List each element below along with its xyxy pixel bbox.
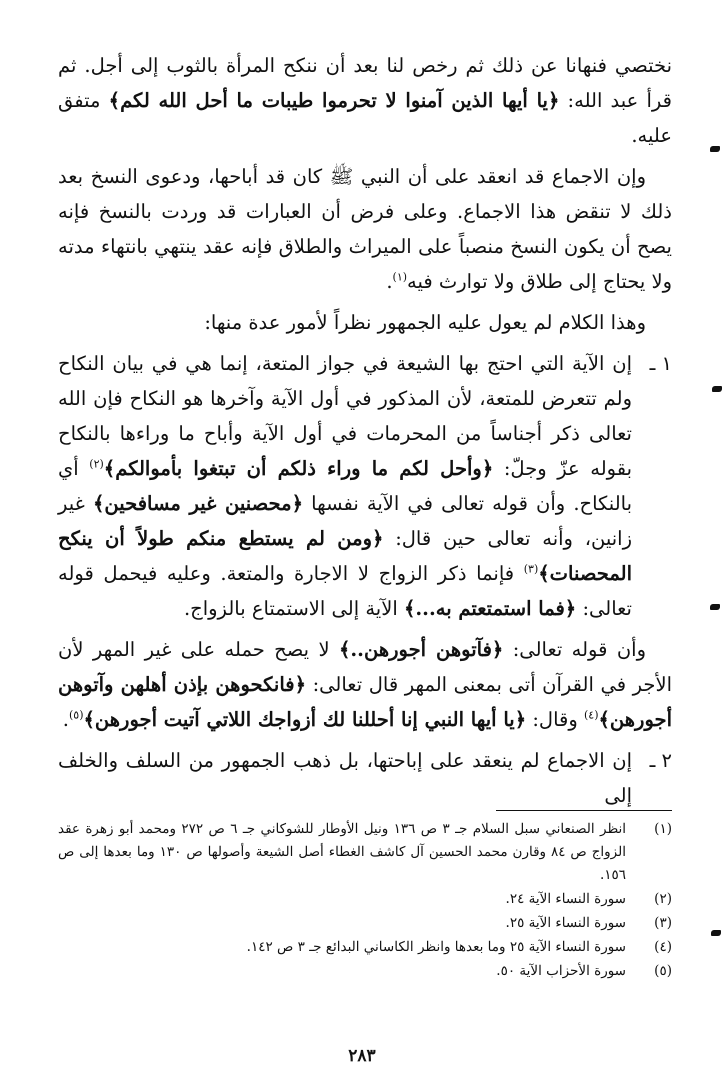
footnote-ref[interactable]: (٥) [68, 708, 84, 722]
paragraph-1 [58, 48, 672, 153]
footnote-1 [58, 818, 672, 887]
text: إن الاجماع لم ينعقد على إباحتها، بل ذهب الجمهور من السلف والخلف إلى [58, 749, 632, 807]
text: . [62, 708, 69, 731]
footnote-3 [58, 912, 672, 935]
text: إن الآية التي احتج بها الشيعة في جواز المتعة، إنما هي في بيان النكاح ولم تتعرض للمتعة، لأن المذكور في أول الآية وآخرها هو النكاح فإن الله تعالى ذكر أجناساً من المحرمات في أول الآية وأباح ما وراءها بالنكاح بقوله عزّ وجلّ: [58, 352, 632, 480]
quran-quote: ﴿يا أيها الذين آمنوا لا تحرموا طيبات ما أحل الله لكم﴾ [108, 89, 560, 112]
footnote-ref[interactable]: (١) [392, 270, 408, 284]
footnote-text: سورة الأحزاب الآية ٥٠. [496, 963, 626, 979]
footnote-text: سورة النساء الآية ٢٥. [505, 915, 626, 931]
quran-quote: ﴿فآتوهن أجورهن..﴾ [338, 638, 504, 661]
text: غير زانين، وأنه تعالى حين قال: [58, 492, 632, 550]
quran-quote: ﴿يا أيها النبي إنا أحللنا لك أزواجك اللاتي آتيت أجورهن﴾ [83, 708, 527, 731]
footnote-ref[interactable]: (٣) [523, 562, 539, 576]
list-item-1-text [58, 346, 632, 626]
list-item-1 [58, 346, 672, 626]
scan-mark [711, 930, 721, 936]
paragraph-3 [58, 305, 672, 340]
list-number: ٢ ـ [649, 749, 672, 772]
text: وإن الاجماع قد انعقد على أن النبي ﷺ كان قد أباحها، ودعوى النسخ بعد ذلك لا تنقض هذا الاجماع. وعلى فرض أن العبارات قد وردت بالنسخ فإنه يصح أن يكون النسخ منصباً على الميراث والطلاق فإنه عقد ينتهي بانتهاء مدته ولا يحتاج إلى طلاق ولا توارث فيه [58, 165, 672, 293]
text: فإنما ذكر الزواج لا الاجارة والمتعة. وعليه فيحمل قوله تعالى: [58, 562, 632, 620]
scan-mark [710, 604, 720, 610]
footnote-ref[interactable]: (٢) [89, 457, 104, 471]
page-body [58, 48, 672, 819]
footnote-text: انظر الصنعاني سبل السلام جـ ٣ ص ١٣٦ ونيل الأوطار للشوكاني جـ ٦ ص ٢٧٢ ومحمد أبو زهرة عقد الزواج ص ٨٤ وقارن محمد الحسين آل كاشف الغطاء أصل الشيعة وأصولها ص ١٣٠ وما بعدها إلى ص ١٥٦. [58, 821, 627, 883]
paragraph-4 [58, 632, 672, 737]
scan-mark [712, 386, 722, 392]
quran-quote: ﴿محصنين غير مسافحين﴾ [92, 492, 304, 515]
footnote-number: (٥) [654, 963, 672, 979]
footnote-2 [58, 888, 672, 911]
list-item-2-text [58, 743, 632, 813]
footnote-4 [58, 936, 672, 959]
footnote-number: (٢) [654, 891, 672, 907]
footnote-text: سورة النساء الآية ٢٥ وما بعدها وانظر الكاساني البدائع جـ ٣ ص ١٤٢. [246, 939, 626, 955]
scan-mark [710, 146, 720, 152]
text: نختصي فنهانا عن ذلك ثم رخص لنا بعد أن ننكح المرأة بالثوب إلى أجل. ثم قرأ عبد الله: [58, 54, 672, 112]
footnote-ref[interactable]: (٤) [583, 708, 599, 722]
text: وهذا الكلام لم يعول عليه الجمهور نظراً لأمور عدة منها: [204, 311, 646, 334]
footnotes [58, 818, 672, 984]
quran-quote: ﴿فانكحوهن بإذن أهلهن وآتوهن أجورهن﴾ [58, 673, 672, 731]
page-number: ٢٨٣ [348, 1046, 376, 1066]
text: وأن قوله تعالى: [503, 638, 646, 661]
footnote-number: (١) [654, 821, 672, 837]
footnote-number: (٣) [654, 915, 672, 931]
list-item-2 [58, 743, 672, 813]
text: الآية إلى الاستمتاع بالزواج. [183, 597, 404, 620]
footnote-divider [496, 810, 672, 811]
text: لا يصح حمله على غير المهر لأن الأجر في القرآن أتى بمعنى المهر قال تعالى: [58, 638, 672, 696]
quran-quote: ﴿وأحل لكم ما وراء ذلكم أن تبتغوا بأموالكم﴾ [103, 457, 494, 480]
text: أي بالنكاح. وأن قوله تعالى في الآية نفسها [58, 457, 633, 515]
text: متفق عليه. [58, 89, 672, 147]
text: وقال: [526, 708, 584, 731]
quran-quote: ﴿ومن لم يستطع منكم طولاً أن ينكح المحصنات﴾ [58, 527, 632, 585]
footnote-number: (٤) [654, 939, 672, 955]
footnote-text: سورة النساء الآية ٢٤. [505, 891, 626, 907]
paragraph-2: وإن الاجماع قد انعقد على أن النبي ﷺ كان قد أباحها، ودعوى النسخ بعد ذلك لا تنقض هذا الاجماع. وعلى فرض أن العبارات قد وردت بالنسخ فإنه يصح أن يكون النسخ منصباً على الميراث والطلاق فإنه عقد ينتهي بانتهاء مدته ولا يحتاج إلى طلاق ولا توارث فيه$^{(١)}$. [58, 165, 672, 293]
footnote-5 [58, 960, 672, 983]
quran-quote: ﴿فما استمتعتم به...﴾ [403, 597, 577, 620]
list-number: ١ ـ [649, 352, 672, 375]
